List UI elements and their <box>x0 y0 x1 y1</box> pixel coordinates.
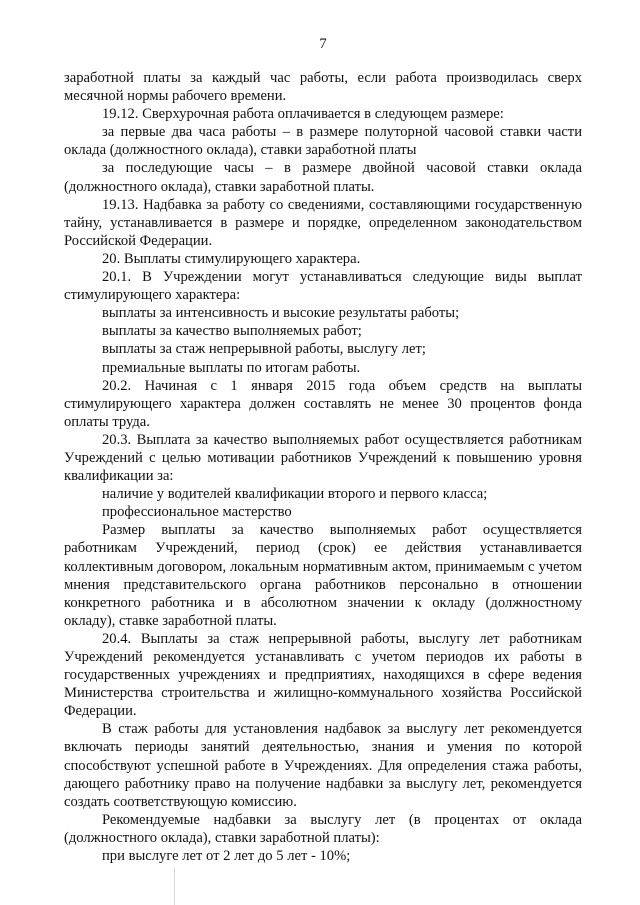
paragraph: выплаты за качество выполняемых работ; <box>102 323 362 340</box>
paragraph: 20.3. Выплата за качество выполняемых работ осуществляется работникам Учреждений с целью мотивации работников Учреждений к повышению уровня квалификации за: <box>64 431 582 485</box>
paragraph: 20.2. Начиная с 1 января 2015 года объем средств на выплаты стимулирующего характера должен составлять не менее 30 процентов фонда оплаты труда. <box>64 377 582 430</box>
page-number: 7 <box>319 36 327 52</box>
paragraph: выплаты за интенсивность и высокие результаты работы; <box>102 305 460 322</box>
paragraph: В стаж работы для установления надбавок за выслугу лет рекомендуется включать периоды занятий деятельностью, знания и умения по которой способствуют успешной работе в Учреждениях. Для определения стажа работы, дающего работнику право на получение надбавки за выслугу лет, рекомендуется создать соответствующую комиссию. <box>64 721 582 810</box>
scan-artifact-line <box>174 868 175 905</box>
document-body <box>64 69 582 865</box>
paragraph: заработной платы за каждый час работы, если работа производилась сверх месячной нормы рабочего времени. <box>64 70 582 105</box>
paragraph: Рекомендуемые надбавки за выслугу лет (в процентах от оклада (должностного оклада), ставки заработной платы): <box>64 811 582 846</box>
paragraph: 19.13. Надбавка за работу со сведениями, составляющими государственную тайну, устанавливается в размере и порядке, определенном законодательством Российской Федерации. <box>64 196 582 249</box>
paragraph: Размер выплаты за качество выполняемых работ осуществляется работникам Учреждений, период (срок) ее действия устанавливается коллективным договором, локальным нормативным актом, принимаемым с учетом мнения представительского органа работников персонально в отношении конкретного работника и в абсолютном значении к окладу (должностному окладу), ставке заработной платы. <box>64 522 582 629</box>
paragraph: за первые два часа работы – в размере полуторной часовой ставки части оклада (должностного оклада), ставки заработной платы <box>64 124 582 159</box>
paragraph: премиальные выплаты по итогам работы. <box>102 359 361 376</box>
paragraph: профессиональное мастерство <box>102 504 292 521</box>
paragraph: при выслуге лет от 2 лет до 5 лет - 10%; <box>102 848 351 865</box>
paragraph: 20.4. Выплаты за стаж непрерывной работы, выслугу лет работникам Учреждений рекомендуется устанавливать с учетом периодов их работы в государственных учреждениях и предприятиях, находящихся в сфере ведения Министерства строительства и жилищно-коммунального хозяйства Российской Федерации. <box>64 630 582 720</box>
paragraph: 20. Выплаты стимулирующего характера. <box>102 250 361 267</box>
paragraph: выплаты за стаж непрерывной работы, выслугу лет; <box>102 341 426 358</box>
paragraph: 20.1. В Учреждении могут устанавливаться следующие виды выплат стимулирующего характера: <box>64 269 582 304</box>
paragraph: за последующие часы – в размере двойной часовой ставки оклада (должностного оклада), ставки заработной платы. <box>64 160 582 195</box>
paragraph: 19.12. Сверхурочная работа оплачивается в следующем размере: <box>102 106 504 123</box>
paragraph: наличие у водителей квалификации второго и первого класса; <box>102 486 488 503</box>
